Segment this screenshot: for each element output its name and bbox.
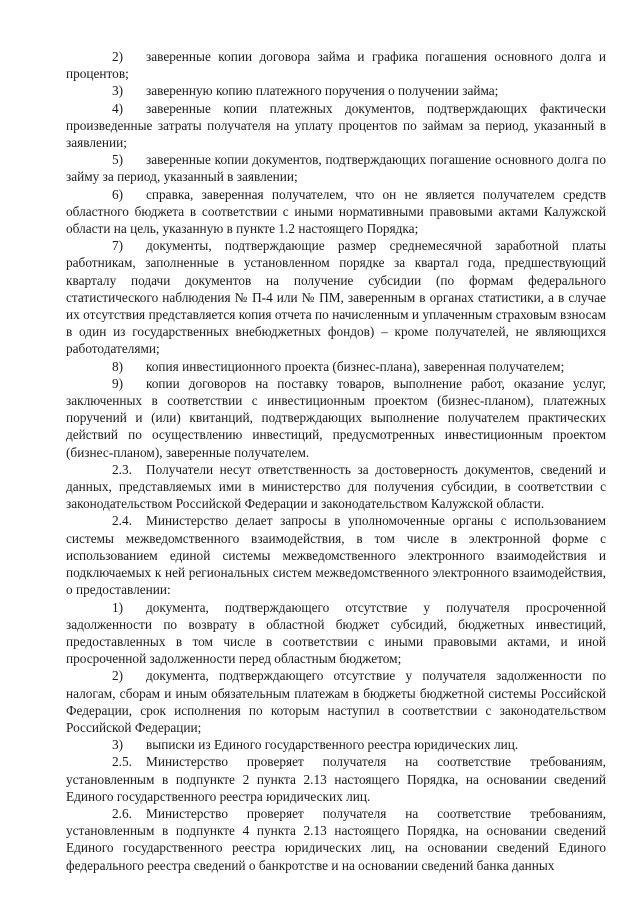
paragraph-text: копия инвестиционного проекта (бизнес-плана), заверенная получателем; bbox=[146, 358, 565, 374]
paragraph bbox=[66, 461, 606, 513]
paragraph bbox=[66, 753, 606, 805]
paragraph-text: копии договоров на поставку товаров, выполнение работ, оказание услуг, заключенных в соответствии с инвестиционным проектом (бизнес-планом), платежных поручений и (или) квитанций, подтверждающих выполнение получателем практических действий по осуществлению инвестиций, предусмотренных инвестиционным проектом (бизнес-планом), заверенные получателем. bbox=[66, 375, 606, 460]
paragraph-text: документа, подтверждающего отсутствие у получателя просроченной задолженности по возврату в областной бюджет субсидий, бюджетных инвестиций, предоставленных в том числе в соответствии с иными правовыми актами, и иной просроченной задолженности перед областным бюджетом; bbox=[66, 599, 606, 667]
paragraph-text: документа, подтверждающего отсутствие у получателя задолженности по налогам, сборам и иным обязательным платежам в бюджеты бюджетной системы Российской Федерации, срок исполнения по которым наступил в соответствии с законодательством Российской Федерации; bbox=[66, 668, 606, 735]
paragraph-number: 8) bbox=[112, 358, 124, 374]
paragraph bbox=[66, 151, 606, 185]
paragraph-number: 1) bbox=[112, 599, 124, 615]
paragraph-text: Получатели несут ответственность за достоверность документов, сведений и данных, представляемых ими в министерство для получения субсидии, в соответствии с законодательством Российской Федерации и законодательством Калужской области. bbox=[66, 461, 606, 512]
paragraph-text: заверенные копии платежных документов, подтверждающих фактически произведенные затраты получателя на уплату процентов по займам за период, указанный в заявлении; bbox=[66, 100, 606, 151]
paragraph-text: справка, заверенная получателем, что он не является получателем средств областного бюджета в соответствии с иными нормативными правовыми актами Калужской области на цель, указанную в пункте 1.2 настоящего Порядка; bbox=[66, 186, 606, 237]
paragraph bbox=[66, 512, 606, 598]
paragraph-number: 2.4. bbox=[112, 513, 132, 529]
paragraph-number: 2.6. bbox=[112, 805, 132, 821]
paragraph bbox=[66, 805, 606, 874]
paragraph-text: Министерство делает запросы в уполномоченные органы с использованием системы межведомственного взаимодействия, в том числе в электронной форме с использованием единой системы межведомственного электронного взаимодействия и подключаемых к ней региональных систем межведомственного электронного взаимодействия, о предоставлении: bbox=[66, 513, 606, 598]
paragraph-number: 2.5. bbox=[112, 754, 132, 770]
document-page bbox=[66, 48, 606, 874]
paragraph-text: Министерство проверяет получателя на соответствие требованиям, установленным в подпункте 4 пункта 2.13 настоящего Порядка, на основании сведений Единого государственного реестра юридических лиц, на основании сведений Единого федерального реестра сведений о банкротстве и на основании сведений банка данных bbox=[66, 805, 606, 873]
paragraph-text: заверенные копии договора займа и графика погашения основного долга и процентов; bbox=[66, 49, 606, 82]
paragraph-text: заверенную копию платежного поручения о получении займа; bbox=[146, 83, 499, 99]
paragraph bbox=[66, 375, 606, 461]
paragraph-number: 2) bbox=[112, 49, 124, 64]
paragraph-text: заверенные копии документов, подтверждающих погашение основного долга по займу за период, указанный в заявлении; bbox=[66, 152, 606, 185]
paragraph bbox=[66, 599, 606, 668]
paragraph bbox=[66, 82, 606, 99]
paragraph bbox=[66, 237, 606, 357]
paragraph-number: 3) bbox=[112, 737, 124, 753]
paragraph-number: 4) bbox=[112, 100, 124, 116]
paragraph bbox=[66, 667, 606, 736]
paragraph bbox=[66, 736, 606, 753]
paragraph-number: 2.3. bbox=[112, 461, 132, 477]
paragraph bbox=[66, 48, 606, 82]
paragraph-text: выписки из Единого государственного реестра юридических лиц. bbox=[146, 737, 519, 753]
paragraph-number: 2) bbox=[112, 668, 124, 684]
paragraph-number: 6) bbox=[112, 186, 124, 202]
paragraph bbox=[66, 100, 606, 152]
paragraph bbox=[66, 358, 606, 375]
paragraph-number: 9) bbox=[112, 375, 124, 391]
paragraph-number: 7) bbox=[112, 238, 124, 254]
paragraph-number: 5) bbox=[112, 152, 124, 168]
paragraph-number: 3) bbox=[112, 83, 124, 99]
paragraph bbox=[66, 186, 606, 238]
paragraph-text: Министерство проверяет получателя на соответствие требованиям, установленным в подпункте 2 пункта 2.13 настоящего Порядка, на основании сведений Единого государственного реестра юридических лиц. bbox=[66, 754, 606, 804]
paragraph-text: документы, подтверждающие размер среднемесячной заработной платы работникам, заполненные в установленном порядке за квартал года, предшествующий кварталу подачи документов на получение субсидии (по формам федерального статистического наблюдения № П-4 или № ПМ, заверенным в органах статистики, а в случае их отсутствия представляется копия отчета по начисленным и уплаченным страховым взносам в один из государственных внебюджетных фондов) – кроме получателей, не являющихся работодателями; bbox=[66, 238, 606, 357]
